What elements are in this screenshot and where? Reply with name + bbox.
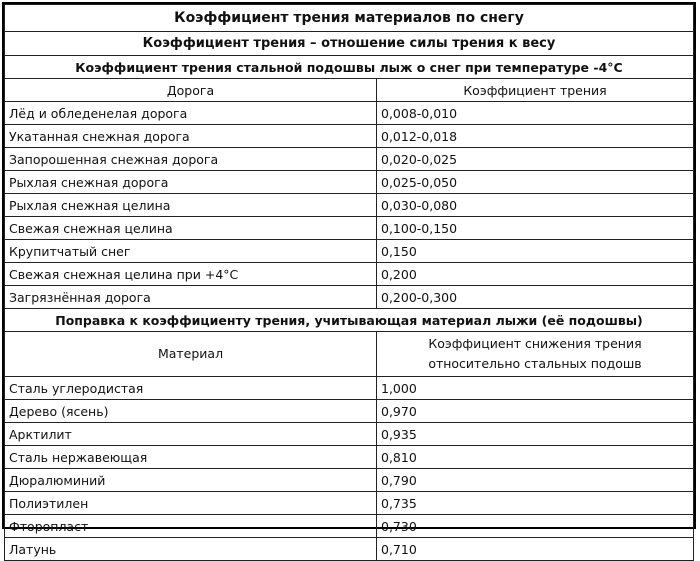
section2-heading: Поправка к коэффициенту трения, учитывающая материал лыжи (её подошвы) xyxy=(5,309,694,332)
table-row xyxy=(5,469,694,492)
table-row xyxy=(5,538,694,561)
table-row xyxy=(5,446,694,469)
table-row xyxy=(5,423,694,446)
material-coefficient: 0,810 xyxy=(377,446,694,469)
column-header-coefficient: Коэффициент трения xyxy=(377,79,694,102)
material-coefficient: 0,970 xyxy=(377,400,694,423)
road-name: Запорошенная снежная дорога xyxy=(5,148,377,171)
table-row xyxy=(5,492,694,515)
road-name: Рыхлая снежная дорога xyxy=(5,171,377,194)
material-name: Латунь xyxy=(5,538,377,561)
material-coefficient: 0,730 xyxy=(377,515,694,538)
table-row xyxy=(5,263,694,286)
material-name: Сталь углеродистая xyxy=(5,377,377,400)
road-coefficient: 0,150 xyxy=(377,240,694,263)
friction-table xyxy=(4,4,694,561)
material-coefficient: 1,000 xyxy=(377,377,694,400)
table-row xyxy=(5,171,694,194)
table-row xyxy=(5,194,694,217)
material-coefficient: 0,735 xyxy=(377,492,694,515)
road-name: Свежая снежная целина при +4°С xyxy=(5,263,377,286)
table-row xyxy=(5,125,694,148)
table-row xyxy=(5,400,694,423)
material-name: Фторопласт xyxy=(5,515,377,538)
road-name: Укатанная снежная дорога xyxy=(5,125,377,148)
table-frame xyxy=(2,2,696,557)
column-header-material: Материал xyxy=(5,332,377,377)
table-row xyxy=(5,148,694,171)
table-row xyxy=(5,515,694,538)
material-name: Дюралюминий xyxy=(5,469,377,492)
table-row xyxy=(5,240,694,263)
material-name: Дерево (ясень) xyxy=(5,400,377,423)
road-coefficient: 0,020-0,025 xyxy=(377,148,694,171)
section1-heading: Коэффициент трения стальной подошвы лыж о снег при температуре -4°С xyxy=(5,56,694,79)
road-name: Свежая снежная целина xyxy=(5,217,377,240)
table-row xyxy=(5,217,694,240)
material-coefficient: 0,790 xyxy=(377,469,694,492)
table-subtitle: Коэффициент трения – отношение силы трения к весу xyxy=(5,32,694,56)
header-line-1: Коэффициент снижения трения xyxy=(428,336,642,351)
road-name: Рыхлая снежная целина xyxy=(5,194,377,217)
road-name: Крупитчатый снег xyxy=(5,240,377,263)
road-coefficient: 0,200 xyxy=(377,263,694,286)
road-coefficient: 0,008-0,010 xyxy=(377,102,694,125)
material-name: Полиэтилен xyxy=(5,492,377,515)
road-coefficient: 0,012-0,018 xyxy=(377,125,694,148)
road-coefficient: 0,200-0,300 xyxy=(377,286,694,309)
road-coefficient: 0,025-0,050 xyxy=(377,171,694,194)
table-row xyxy=(5,102,694,125)
road-coefficient: 0,100-0,150 xyxy=(377,217,694,240)
material-coefficient: 0,935 xyxy=(377,423,694,446)
column-header-road: Дорога xyxy=(5,79,377,102)
column-header-reduction-coefficient xyxy=(377,332,694,377)
material-coefficient: 0,710 xyxy=(377,538,694,561)
road-name: Лёд и обледенелая дорога xyxy=(5,102,377,125)
road-coefficient: 0,030-0,080 xyxy=(377,194,694,217)
table-row xyxy=(5,286,694,309)
road-name: Загрязнённая дорога xyxy=(5,286,377,309)
table-title: Коэффициент трения материалов по снегу xyxy=(5,5,694,32)
material-name: Сталь нержавеющая xyxy=(5,446,377,469)
table-row xyxy=(5,377,694,400)
material-name: Арктилит xyxy=(5,423,377,446)
header-line-2: относительно стальных подошв xyxy=(428,356,642,371)
